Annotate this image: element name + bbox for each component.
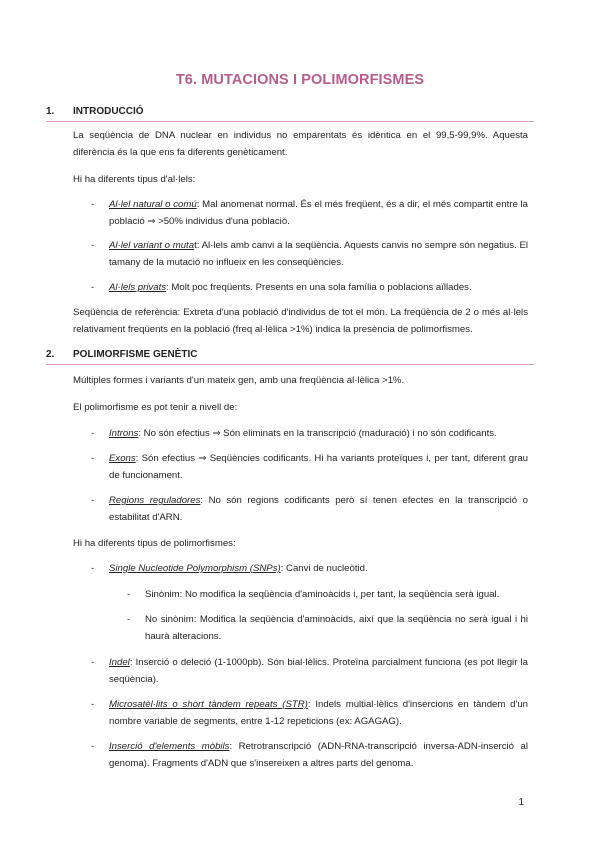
list-item-text: : Inserció o deleció (1-1000pb). Són bial·lèlics. Proteïna parcialment funciona (es pot llegir la seqüència). xyxy=(109,657,528,685)
list-item-term: Single Nucleotide Polymorphism (SNPs) xyxy=(109,563,281,574)
page-number: 1 xyxy=(518,797,524,808)
paragraph: Hi ha diferents tipus de polimorfismes: xyxy=(73,538,236,549)
list-item-text: : Són efectius ⇒ Seqüències codificants. Hi ha variants proteïques i, per tant, diferent grau de funcionament. xyxy=(109,453,528,481)
list-item xyxy=(109,492,528,526)
section-number: 1. xyxy=(46,106,55,117)
section-underline xyxy=(46,364,534,365)
bullet-marker: - xyxy=(91,699,95,710)
bullet-marker: - xyxy=(91,563,95,574)
list-item-text: : Retrotranscripció (ADN-RNA-transcripció inversa-ADN-inserció al genoma). Fragments d'ADN que s'insereixen a altres parts del genoma. xyxy=(109,741,528,769)
list-item-text: : No són regions codificants però sí tenen efectes en la transcripció o estabilitat d'ARN. xyxy=(109,495,528,523)
list-item-term: Al·lel variant o muta xyxy=(109,240,195,251)
list-item xyxy=(109,279,528,296)
list-item-text: t: Al·lels amb canvi a la seqüència. Aquests canvis no sempre són negatius. El tamany de la mutació no influeix en les conseqüències. xyxy=(109,240,529,268)
list-item xyxy=(109,654,528,688)
list-item xyxy=(109,237,528,271)
list-item xyxy=(109,738,528,772)
bullet-marker: - xyxy=(91,453,95,464)
list-item-text: : Canvi de nucleòtid. xyxy=(280,563,368,574)
list-item-term: Regions reguladores xyxy=(109,495,201,506)
list-item-term: Al·lel natural o comú xyxy=(109,199,197,210)
paragraph: El polimorfisme es pot tenir a nivell de: xyxy=(73,402,238,413)
bullet-marker: - xyxy=(91,199,95,210)
paragraph: Múltiples formes i variants d'un mateix gen, amb una freqüència al·lèlica >1%. xyxy=(73,375,405,386)
bullet-marker: - xyxy=(91,741,95,752)
list-item-term: Indel xyxy=(109,657,130,668)
list-item-term: Exons xyxy=(109,453,136,464)
list-item-text: : Molt poc freqüents. Presents en una sola família o poblacions aïllades. xyxy=(166,282,472,293)
section-heading-polimorfisme xyxy=(46,349,534,366)
section-title: POLIMORFISME GENÈTIC xyxy=(73,349,198,360)
bullet-marker: - xyxy=(91,657,95,668)
list-item-term: Al·lels privats xyxy=(109,282,167,293)
paragraph: Seqüència de referència: Extreta d'una població d'individus de tot el món. La freqüència de 2 o més al·lels relativament freqüents en la població (freq al·lèlica >1%) indica la presència de polimorfismes. xyxy=(73,307,528,335)
sub-bullet-marker: - xyxy=(127,589,131,600)
list-item xyxy=(109,696,528,730)
list-item-term: Introns xyxy=(109,428,139,439)
page-title: T6. MUTACIONS I POLIMORFISMES xyxy=(175,72,425,88)
bullet-marker: - xyxy=(91,240,95,251)
section-heading-introduccio xyxy=(46,106,534,123)
list-item-text: : Indels multial·lèlics d'insercions en tàndem d'un nombre variable de segments, entre 1-12 repeticions (ex: AGAGAG). xyxy=(109,699,529,727)
list-item-term: Inserció d'elements mòbils xyxy=(109,741,230,752)
sub-list-item: Sinònim: No modifica la seqüència d'aminoàcids i, per tant, la seqüència serà igual. xyxy=(145,589,500,600)
section-title: INTRODUCCIÓ xyxy=(73,106,144,117)
list-item xyxy=(109,425,528,442)
bullet-marker: - xyxy=(91,428,95,439)
list-item-term: Microsatèl·lits o short tàndem repeats (STR) xyxy=(109,699,308,710)
sub-bullet-marker: - xyxy=(127,614,131,625)
bullet-marker: - xyxy=(91,495,95,506)
section-number: 2. xyxy=(46,349,55,360)
list-item-text: : No són efectius ⇒ Són eliminats en la transcripció (maduració) i no són codificants. xyxy=(138,428,497,439)
list-item-text: : Mal anomenat normal. És el més freqüent, és a dir, el més compartit entre la població ⇒ >50% individus d'una població. xyxy=(109,199,528,227)
bullet-marker: - xyxy=(91,282,95,293)
paragraph: La seqüència de DNA nuclear en individus no emparentats és idèntica en el 99,5-99,9%. Aquesta diferència és la que ens fa diferents genèticament. xyxy=(73,130,528,158)
list-item xyxy=(109,560,528,577)
section-underline xyxy=(46,121,534,122)
list-item xyxy=(109,450,528,484)
sub-list-item: No sinònim: Modifica la seqüència d'aminoàcids, així que la seqüència no serà igual i hi haurà alteracions. xyxy=(145,614,528,642)
paragraph: Hi ha diferents tipus d'al·lels: xyxy=(73,174,196,185)
list-item xyxy=(109,196,528,230)
